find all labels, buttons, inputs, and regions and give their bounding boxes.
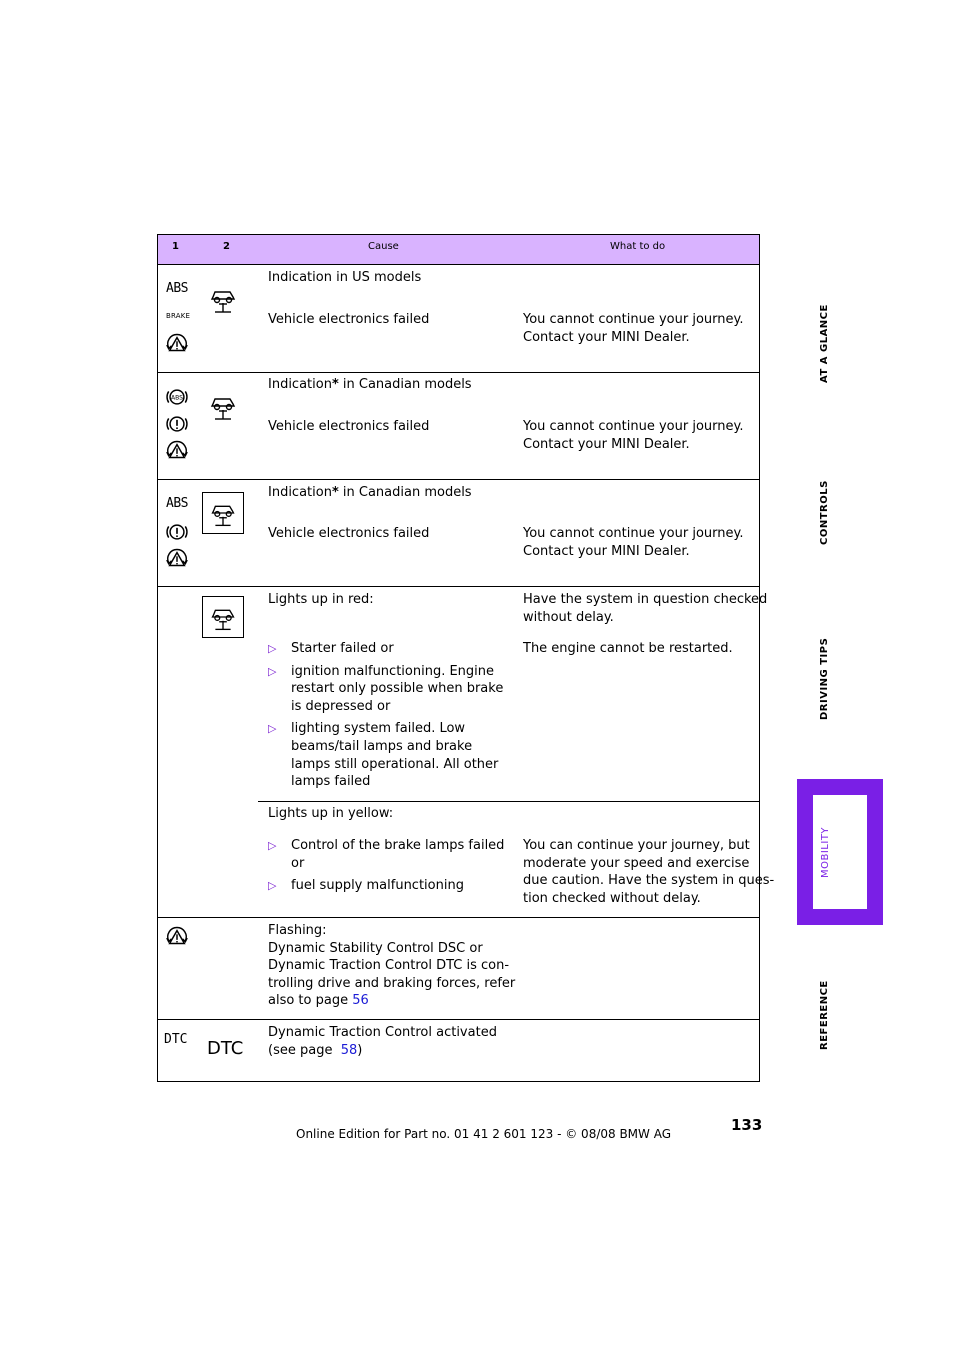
dtc-icon: DTC <box>164 1032 188 1047</box>
arrow-bullet-icon: ▷ <box>268 839 277 852</box>
arrow-bullet-icon: ▷ <box>268 722 277 736</box>
abs-icon: ABS <box>166 496 188 511</box>
abs-icon: ABS <box>166 281 188 296</box>
cause-text: Vehicle electronics failed <box>268 419 430 434</box>
vehicle-lift-icon <box>202 278 244 320</box>
dsc-warning-icon <box>165 440 189 464</box>
arrow-bullet-icon: ▷ <box>268 664 277 678</box>
cause-line: trolling drive and braking forces, refer <box>268 975 516 991</box>
yellow-title: Lights up in yellow: <box>268 806 394 821</box>
list-item: ▷ Control of the brake lamps failed or <box>268 838 505 871</box>
list-item: ▷ ignition malfunctioning. Engine restart only possible when brake is depressed or <box>268 663 504 714</box>
todo-line: Contact your MINI Dealer. <box>523 436 690 452</box>
cause-text: Vehicle electronics failed <box>268 312 430 327</box>
list-item: ▷ fuel supply malfunctioning <box>268 878 464 894</box>
tab-mobility-active[interactable] <box>797 779 883 925</box>
cause-title: Indication* in Canadian models <box>268 485 472 500</box>
table-row <box>158 480 759 587</box>
red-title: Lights up in red: <box>268 592 374 607</box>
todo-line: You cannot continue your journey. <box>523 419 744 434</box>
cause-title: Indication in US models <box>268 270 422 285</box>
list-item: ▷ Starter failed or <box>268 641 394 656</box>
header-col-1: 1 <box>172 241 179 252</box>
todo-line: Contact your MINI Dealer. <box>523 329 690 345</box>
yellow-cause-list <box>268 837 504 900</box>
dsc-warning-icon <box>165 926 189 950</box>
page-link[interactable]: 58 <box>340 1042 358 1058</box>
asterisk-mark: * <box>331 485 339 500</box>
cause-line: also to page 56 <box>268 993 369 1009</box>
table-row <box>158 587 775 918</box>
todo-line: without delay. <box>523 609 614 625</box>
tab-at-a-glance[interactable]: AT A GLANCE <box>819 304 830 383</box>
table-row <box>158 918 759 1020</box>
todo-line: Have the system in question checked <box>523 592 768 607</box>
cause-line: Dynamic Stability Control DSC or <box>268 940 483 956</box>
row-divider <box>258 801 759 802</box>
exclamation-circle-icon <box>165 520 189 544</box>
table-row <box>158 373 759 480</box>
vehicle-lift-icon <box>202 385 244 427</box>
warning-lights-table <box>157 234 775 1082</box>
todo-line: due caution. Have the system in ques- <box>523 873 775 889</box>
page-link[interactable]: 56 <box>352 993 369 1009</box>
tab-reference[interactable]: REFERENCE <box>819 980 830 1050</box>
vehicle-lift-icon <box>203 597 243 637</box>
table-header <box>158 235 759 265</box>
tab-mobility-inner <box>813 795 867 909</box>
arrow-bullet-icon: ▷ <box>268 642 277 655</box>
vehicle-lift-icon-frame <box>202 596 244 638</box>
exclamation-circle-icon <box>165 412 189 436</box>
abs-circle-icon <box>165 385 189 409</box>
header-cause: Cause <box>368 241 399 252</box>
footer-text: Online Edition for Part no. 01 41 2 601 123 - © 08/08 BMW AG <box>296 1127 672 1141</box>
vehicle-lift-icon <box>203 493 243 533</box>
todo-line: You cannot continue your journey. <box>523 526 744 541</box>
red-cause-list <box>268 640 503 796</box>
list-item: ▷ lighting system failed. Low beams/tail lamps and brake lamps still operational. All other lamps failed <box>268 721 499 790</box>
tab-mobility-label: MOBILITY <box>820 826 831 878</box>
table-row <box>158 1020 759 1081</box>
todo-line: Contact your MINI Dealer. <box>523 543 690 559</box>
asterisk-mark: * <box>331 377 339 392</box>
todo-line: The engine cannot be restarted. <box>523 641 733 656</box>
todo-line: tion checked without delay. <box>523 890 701 906</box>
todo-line: You can continue your journey, but <box>523 838 750 853</box>
tab-driving-tips[interactable]: DRIVING TIPS <box>819 637 830 720</box>
dsc-warning-icon <box>165 548 189 572</box>
page-number: 133 <box>731 1116 763 1134</box>
table-row <box>158 265 759 373</box>
vehicle-lift-icon-frame <box>202 492 244 534</box>
cause-line: Dynamic Traction Control activated <box>268 1025 497 1040</box>
cause-line: (see page 58) <box>268 1042 363 1058</box>
tab-controls[interactable]: CONTROLS <box>819 480 830 545</box>
cause-title: Indication* in Canadian models <box>268 377 472 392</box>
dsc-warning-icon <box>165 333 189 357</box>
brake-icon: BRAKE <box>166 312 191 320</box>
header-col-2: 2 <box>223 241 230 252</box>
dtc-icon: DTC <box>207 1038 244 1059</box>
cause-text: Vehicle electronics failed <box>268 526 430 541</box>
header-what-to-do: What to do <box>610 241 666 252</box>
arrow-bullet-icon: ▷ <box>268 879 277 893</box>
cause-line: Flashing: <box>268 923 327 938</box>
todo-line: moderate your speed and exercise <box>523 855 750 871</box>
todo-line: You cannot continue your journey. <box>523 312 744 327</box>
cause-line: Dynamic Traction Control DTC is con- <box>268 958 510 974</box>
